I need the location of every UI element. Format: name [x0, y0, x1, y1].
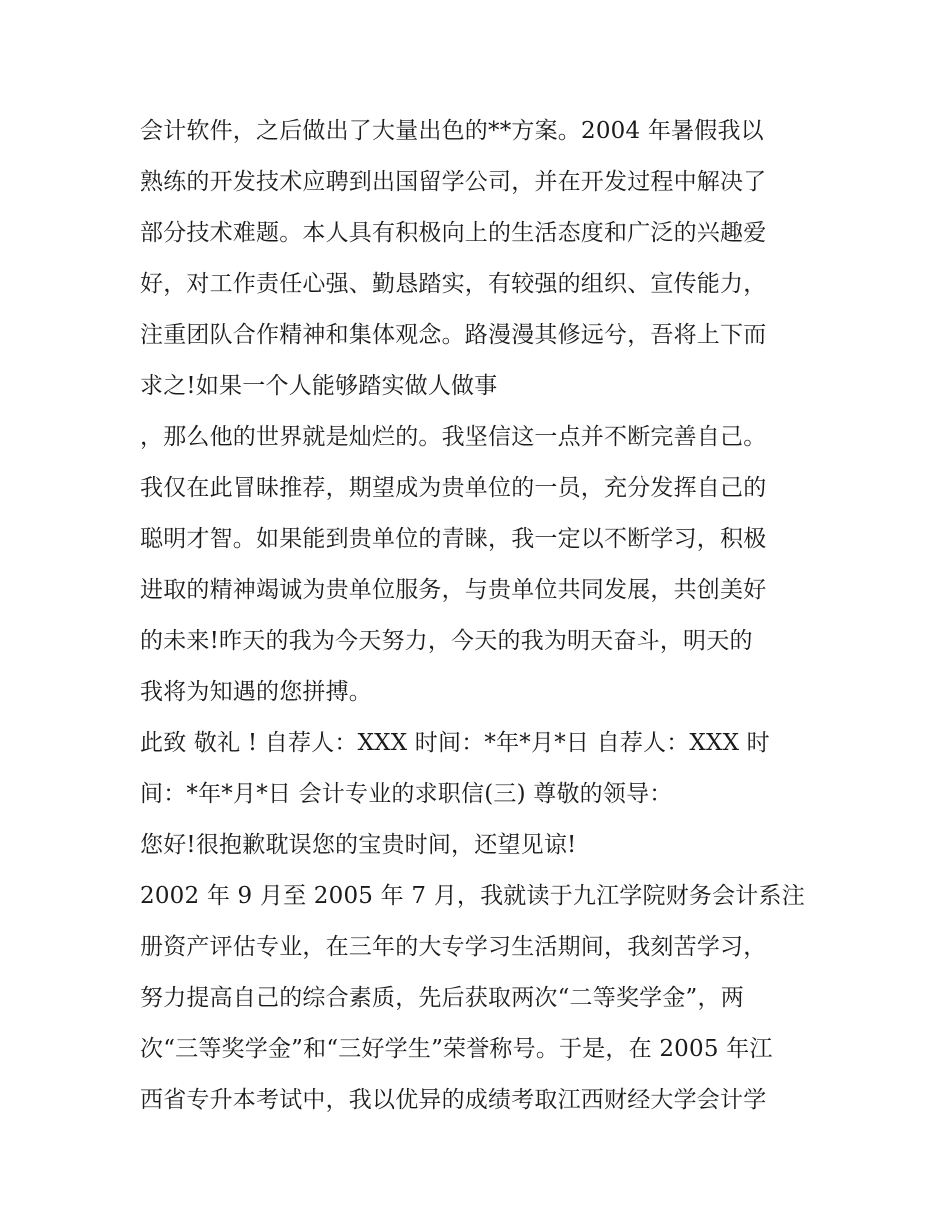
text-line: 注重团队合作精神和集体观念。路漫漫其修远兮，吾将上下而: [140, 322, 767, 348]
text-line: 努力提高自己的综合素质，先后获取两次“二等奖学金”，两: [140, 985, 744, 1011]
text-line: 会计软件，之后做出了大量出色的**方案。2004 年暑假我以: [140, 118, 764, 144]
text-line: ，那么他的世界就是灿烂的。我坚信这一点并不断完善自己。: [140, 424, 767, 450]
text-line: 我仅在此冒昧推荐，期望成为贵单位的一员，充分发挥自己的: [140, 475, 767, 501]
text-line: 我将为知遇的您拼搏。: [140, 679, 372, 705]
body-text: [140, 106, 830, 1126]
text-line: 的未来!昨天的我为今天努力，今天的我为明天奋斗，明天的: [140, 628, 753, 654]
text-line: 部分技术难题。本人具有积极向上的生活态度和广泛的兴趣爱: [140, 220, 767, 246]
text-line: 您好!很抱歉耽误您的宝贵时间，还望见谅!: [140, 832, 577, 858]
text-line: 次“三等奖学金”和“三好学生”荣誉称号。于是，在 2005 年江: [140, 1036, 773, 1062]
text-line: 册资产评估专业，在三年的大专学习生活期间，我刻苦学习，: [140, 934, 767, 960]
text-line: 2002 年 9 月至 2005 年 7 月，我就读于九江学院财务会计系注: [140, 883, 805, 909]
text-line: 求之!如果一个人能够踏实做人做事: [140, 373, 498, 399]
text-line: 聪明才智。如果能到贵单位的青睐，我一定以不断学习，积极: [140, 526, 767, 552]
text-line: 好，对工作责任心强、勤恳踏实，有较强的组织、宣传能力，: [140, 271, 767, 297]
text-line: 熟练的开发技术应聘到出国留学公司，并在开发过程中解决了: [140, 169, 767, 195]
text-line: 间：*年*月*日 会计专业的求职信(三) 尊敬的领导：: [140, 781, 673, 807]
text-line: 此致 敬礼 ! 自荐人：XXX 时间：*年*月*日 自荐人：XXX 时: [140, 730, 770, 756]
text-line: 西省专升本考试中，我以优异的成绩考取江西财经大学会计学: [140, 1087, 767, 1113]
text-line: 进取的精神竭诚为贵单位服务，与贵单位共同发展，共创美好: [140, 577, 767, 603]
